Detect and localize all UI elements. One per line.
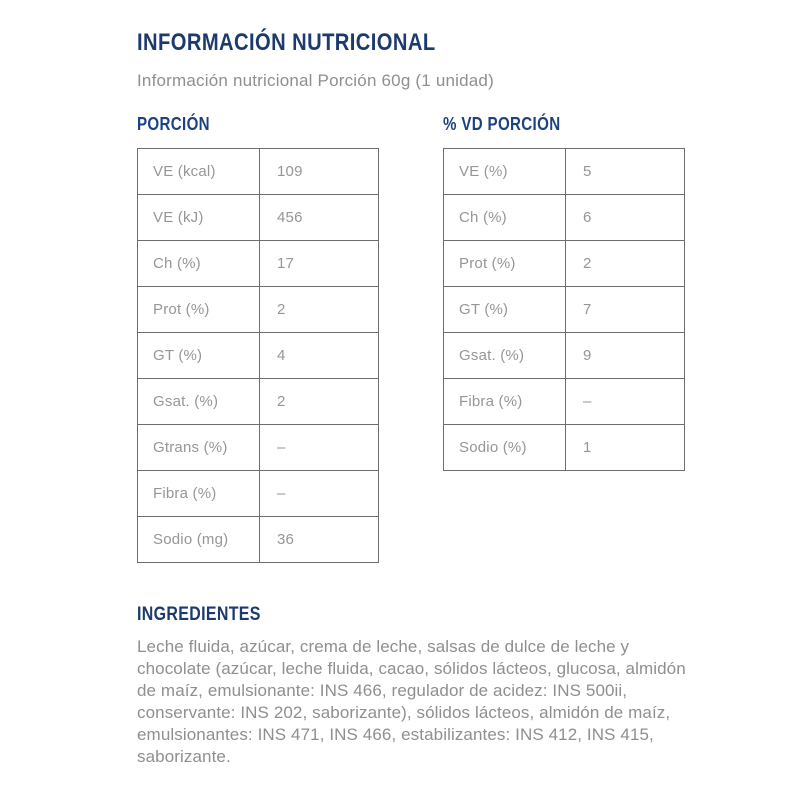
ingredients-text: Leche fluida, azúcar, crema de leche, salsas de dulce de leche y chocolate (azúcar, leche fluida, cacao, sólidos lácteos, glucosa, almidón de maíz, emulsionante: INS 466, regulador de acidez: INS 500ii, conservante: INS 202, saborizante), sólidos lácteos, almidón de maíz, emulsionantes: INS 471, INS 466, estabilizantes: INS 412, INS 415, saborizante. <box>137 637 686 766</box>
porcion-table <box>137 148 379 563</box>
table-row <box>138 241 379 287</box>
ingredients-heading: INGREDIENTES <box>137 604 261 625</box>
nutrient-label: Sodio (%) <box>444 425 566 471</box>
table-row <box>138 379 379 425</box>
nutrient-value: 456 <box>260 195 379 241</box>
nutrient-label: Prot (%) <box>138 287 260 333</box>
nutrient-value: – <box>260 425 379 471</box>
nutrient-value: 7 <box>566 287 685 333</box>
nutrient-label: GT (%) <box>138 333 260 379</box>
table-row <box>138 517 379 563</box>
nutrient-label: Gsat. (%) <box>444 333 566 379</box>
table-row <box>138 425 379 471</box>
table-row <box>138 195 379 241</box>
porcion-section <box>137 114 379 563</box>
nutrient-value: 17 <box>260 241 379 287</box>
nutrient-label: VE (kcal) <box>138 149 260 195</box>
table-row <box>138 287 379 333</box>
nutrient-value: 1 <box>566 425 685 471</box>
vd-porcion-heading: % VD PORCIÓN <box>443 114 561 134</box>
nutrient-label: Fibra (%) <box>444 379 566 425</box>
nutrient-value: 5 <box>566 149 685 195</box>
page-subtitle: Información nutricional Porción 60g (1 unidad) <box>137 71 494 90</box>
table-row <box>444 425 685 471</box>
nutrient-label: VE (kJ) <box>138 195 260 241</box>
nutrient-value: 2 <box>260 379 379 425</box>
nutrient-value: 4 <box>260 333 379 379</box>
vd-porcion-section <box>443 114 685 471</box>
nutrient-value: 2 <box>566 241 685 287</box>
nutrient-value: 6 <box>566 195 685 241</box>
nutrient-value: 2 <box>260 287 379 333</box>
table-row <box>444 195 685 241</box>
nutrient-label: Fibra (%) <box>138 471 260 517</box>
porcion-heading: PORCIÓN <box>137 114 210 134</box>
table-row <box>444 287 685 333</box>
table-row <box>138 333 379 379</box>
table-row <box>444 149 685 195</box>
nutrient-label: GT (%) <box>444 287 566 333</box>
nutrient-value: 109 <box>260 149 379 195</box>
table-row <box>138 471 379 517</box>
page-title: INFORMACIÓN NUTRICIONAL <box>137 29 436 56</box>
table-row <box>444 333 685 379</box>
table-row <box>444 379 685 425</box>
table-row <box>138 149 379 195</box>
vd-porcion-table <box>443 148 685 471</box>
nutrient-label: Gsat. (%) <box>138 379 260 425</box>
nutrient-value: – <box>566 379 685 425</box>
nutrient-label: Prot (%) <box>444 241 566 287</box>
nutrient-value: – <box>260 471 379 517</box>
nutrient-label: Gtrans (%) <box>138 425 260 471</box>
nutrient-label: Ch (%) <box>138 241 260 287</box>
nutrient-label: Sodio (mg) <box>138 517 260 563</box>
nutrient-label: VE (%) <box>444 149 566 195</box>
nutrient-value: 36 <box>260 517 379 563</box>
table-row <box>444 241 685 287</box>
nutrient-value: 9 <box>566 333 685 379</box>
nutrient-label: Ch (%) <box>444 195 566 241</box>
